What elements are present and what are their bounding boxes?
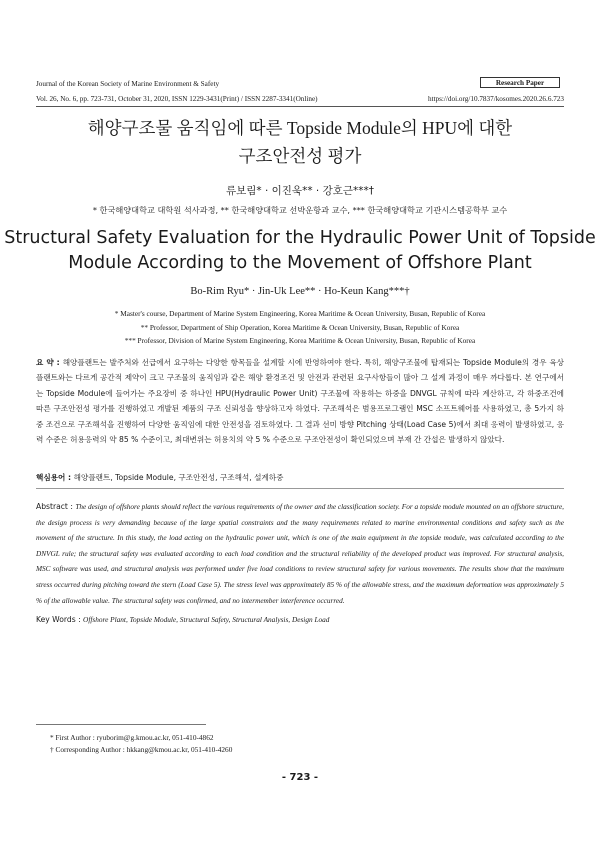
page-number: - 723 - (281, 772, 319, 783)
first-author-footnote: * First Author : ryuborim@g.kmou.ac.kr, 051-410-4862 (50, 733, 214, 742)
korean-keywords-label: 핵심용어 : (36, 473, 74, 482)
journal-name: Journal of the Korean Society of Marine Environment & Safety (36, 80, 220, 88)
korean-affiliations: * 한국해양대학교 대학원 석사과정, ** 한국해양대학교 선박운항과 교수, *** 한국해양대학교 기관시스템공학부 교수 (92, 205, 508, 215)
english-abstract (36, 499, 564, 609)
korean-title-line-1: 해양구조물 움직임에 따른 Topside Module의 HPU에 대한 (87, 118, 513, 138)
header-divider (36, 106, 564, 107)
english-abstract-text: The design of offshore plants should reflect the various requirements of the owner and the classification society. For a topside module mounted on an offshore structure, the design process is very demanding because of the large spatial constraints and the many requirements related to marine environmental conditions and safety such as the movement of the structure. In this study, the load acting on the hydraulic power unit, which is one of the main equipment in the topside module, was calculated according to the DNVGL rule; the structural safety was evaluated according to each load condition and the structural reliability of the developed product was improved. For structural analysis, MSC software was used, and structural analysis was performed under five load conditions to review structural safety for various movements. The results show that the maximum stress occurred during pitching toward the stern (Load Case 5). The stress level was approximately 85 % of the allowable stress, and the maximum deformation was approximately 5 % of the allowable value. The structural safety was confirmed, and no intermember interference occurred. (36, 503, 564, 605)
corresponding-author-footnote: † Corresponding Author : hkkang@kmou.ac.kr, 051-410-4260 (50, 745, 233, 754)
korean-keywords (36, 472, 283, 483)
english-title-line-2: Module According to the Movement of Offshore Plant (68, 253, 532, 273)
english-keywords-label: Key Words : (36, 615, 84, 624)
volume-info: Vol. 26, No. 6, pp. 723-731, October 31, 2020, ISSN 1229-3431(Print) / ISSN 2287-3341(Online) (36, 95, 318, 103)
english-affiliation: * Master's course, Department of Marine System Engineering, Korea Maritime & Ocean University, Busan, Republic of Korea (114, 309, 486, 318)
abstract-divider (36, 488, 564, 489)
english-keywords-text: Offshore Plant, Topside Module, Structural Safety, Structural Analysis, Design Load (83, 615, 330, 624)
footnote-divider (36, 724, 206, 725)
english-authors: Bo-Rim Ryu* · Jin-Uk Lee** · Ho-Keun Kang***† (190, 286, 410, 297)
doi-link[interactable]: https://doi.org/10.7837/kosomes.2020.26.6.723 (427, 95, 564, 103)
english-affiliation: *** Professor, Division of Marine System Engineering, Korea Maritime & Ocean University, Busan, Republic of Korea (124, 336, 476, 345)
korean-authors: 류보림* · 이진욱** · 강호근***† (225, 185, 375, 197)
english-title-line-1: Structural Safety Evaluation for the Hydraulic Power Unit of Topside (4, 228, 596, 248)
korean-abstract-label: 요 약 : (36, 358, 63, 367)
english-affiliation: ** Professor, Department of Ship Operation, Korea Maritime & Ocean University, Busan, Republic of Korea (140, 323, 460, 332)
english-keywords (36, 615, 329, 624)
korean-title-line-2: 구조안전성 평가 (238, 146, 362, 166)
research-paper-badge: Research Paper (480, 77, 560, 88)
korean-keywords-text: 해양플랜트, Topside Module, 구조안전성, 구조해석, 설계하중 (73, 473, 284, 482)
english-abstract-label: Abstract : (36, 502, 76, 511)
korean-abstract (36, 355, 564, 447)
korean-abstract-text: 해양플랜트는 발주처와 선급에서 요구하는 다양한 항목들을 설계할 시에 반영하여야 한다. 특히, 해양구조물에 탑재되는 Topside Module의 경우 육상플랜트와는 다르게 공간적 제약이 크고 구조물의 움직임과 같은 해양 환경조건 및 안전과 관련된 요구사항들이 많아 그 설계 과정이 매우 까다롭다. 본 연구에서는 Topside Module에 들어가는 주요장비 중 하나인 HPU(Hydraulic Power Unit) 구조물에 작용하는 하중을 DNVGL 규칙에 따라 계산하고, 각 하중조건에 따른 구조안전성 평가를 진행하였고 개발된 제품의 구조 신뢰성을 향상하고자 하였다. 구조해석은 범용프로그램인 MSC 소프트웨어를 사용하였고, 총 5가지 하중 조건으로 구조해석을 진행하여 다양한 움직임에 대한 안전성을 검토하였다. 그 결과 선미 방향 Pitching 상태(Load Case 5)에서 최대 응력이 발생하였고, 응력 수준은 허용응력의 약 85 % 수준이고, 최대변위는 허용치의 약 5 % 수준으로 구조안전성이 확인되었으며 부재 간 간섭은 발생하지 않았다. (36, 358, 564, 445)
